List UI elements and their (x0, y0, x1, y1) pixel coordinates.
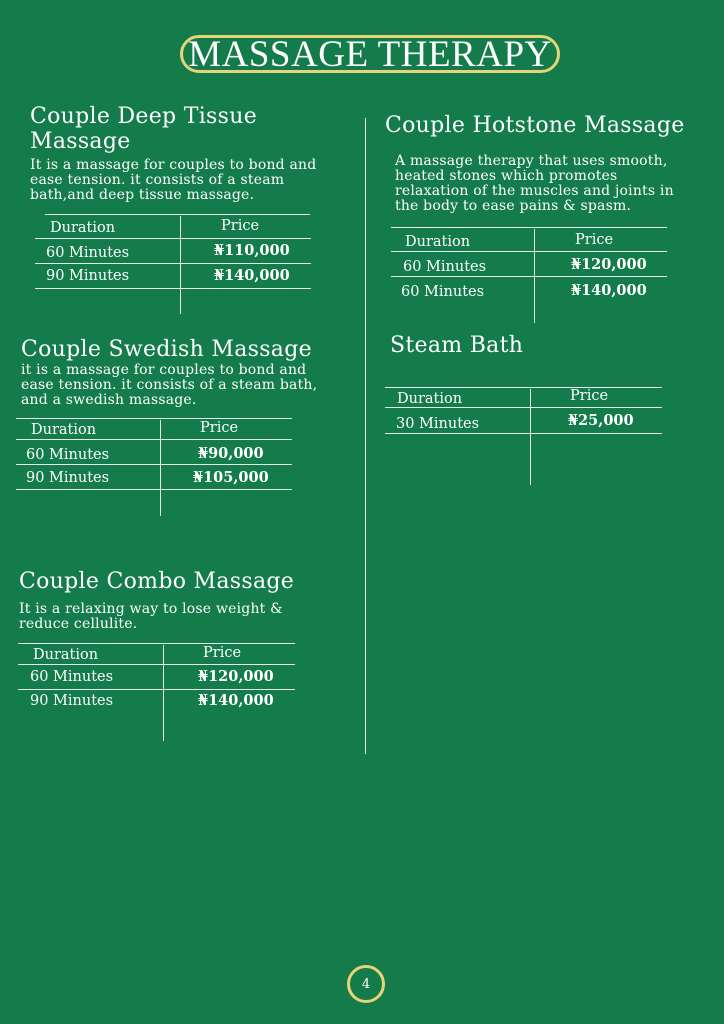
price-table (16, 416, 292, 516)
header-duration: Duration (31, 422, 97, 438)
header-price: Price (221, 218, 260, 234)
description-line: reduce cellulite. (19, 616, 138, 632)
table-divider (160, 420, 161, 516)
header-duration: Duration (397, 391, 463, 407)
section-title-line: Couple Deep Tissue (30, 104, 258, 129)
table-rule (391, 251, 667, 252)
section-description (21, 363, 351, 408)
description-line: It is a relaxing way to lose weight & (19, 601, 283, 617)
description-line: ease tension. it consists of a steam bath, (21, 377, 318, 393)
row-duration: 90 Minutes (46, 268, 130, 284)
table-rule (18, 664, 295, 665)
row-duration: 60 Minutes (26, 447, 110, 463)
section-description (30, 158, 350, 203)
section-combo (19, 569, 349, 632)
row-duration: 90 Minutes (26, 470, 110, 486)
row-duration: 60 Minutes (401, 284, 485, 300)
table-rule (18, 689, 295, 690)
section-title: Couple Hotstone Massage (385, 113, 685, 138)
table-rule (16, 464, 292, 465)
table-rule (16, 418, 292, 419)
page-title: MASSAGE THERAPY (180, 35, 560, 73)
description-line: it is a massage for couples to bond and (21, 362, 307, 378)
price-table (391, 227, 667, 323)
row-price: ₦105,000 (193, 469, 269, 486)
row-price: ₦120,000 (198, 668, 274, 685)
description-line: relaxation of the muscles and joints in (395, 183, 674, 199)
table-rule (391, 276, 667, 277)
row-duration: 60 Minutes (46, 245, 130, 261)
column-divider (365, 118, 366, 754)
header-duration: Duration (50, 220, 116, 236)
description-line: ease tension. it consists of a steam (30, 172, 285, 188)
description-line: and a swedish massage. (21, 392, 197, 408)
row-price: ₦25,000 (568, 412, 634, 429)
section-title-line: Massage (30, 129, 131, 154)
row-price: ₦140,000 (571, 282, 647, 299)
table-divider (530, 389, 531, 485)
section-description (395, 154, 715, 214)
section-steam-bath (390, 333, 710, 358)
section-hotstone (385, 113, 715, 214)
section-title: Couple Swedish Massage (21, 337, 312, 362)
description-line: the body to ease pains & spasm. (395, 198, 632, 214)
table-rule (18, 643, 295, 644)
header-price: Price (570, 388, 609, 404)
header-duration: Duration (33, 647, 99, 663)
table-rule (35, 263, 311, 264)
row-duration: 60 Minutes (30, 669, 114, 685)
table-rule (35, 238, 311, 239)
row-duration: 30 Minutes (396, 416, 480, 432)
section-deep-tissue (30, 104, 350, 203)
table-divider (180, 216, 181, 314)
row-price: ₦110,000 (214, 242, 290, 259)
description-line: bath,and deep tissue massage. (30, 187, 255, 203)
header-price: Price (203, 645, 242, 661)
section-title: Couple Combo Massage (19, 569, 295, 594)
row-duration: 90 Minutes (30, 693, 114, 709)
price-table (18, 641, 295, 741)
row-price: ₦90,000 (198, 445, 264, 462)
header-duration: Duration (405, 234, 471, 250)
description-line: heated stones which promotes (395, 168, 618, 184)
table-rule (16, 439, 292, 440)
table-rule (35, 288, 311, 289)
row-duration: 60 Minutes (403, 259, 487, 275)
row-price: ₦120,000 (571, 256, 647, 273)
table-rule (45, 214, 310, 215)
description-line: It is a massage for couples to bond and (30, 157, 317, 173)
table-rule (385, 407, 662, 408)
table-rule (391, 227, 667, 228)
description-line: A massage therapy that uses smooth, (395, 153, 668, 169)
table-rule (16, 489, 292, 490)
section-title (30, 104, 350, 154)
page-number-badge: 4 (347, 965, 385, 1003)
row-price: ₦140,000 (214, 267, 290, 284)
table-rule (385, 433, 662, 434)
table-divider (163, 645, 164, 741)
row-price: ₦140,000 (198, 692, 274, 709)
header-price: Price (200, 420, 239, 436)
header-price: Price (575, 232, 614, 248)
section-description (19, 602, 349, 632)
table-rule (385, 387, 662, 388)
section-swedish (21, 337, 351, 408)
table-divider (534, 229, 535, 323)
price-table (385, 385, 662, 485)
section-title: Steam Bath (390, 333, 524, 358)
price-table (35, 212, 311, 314)
